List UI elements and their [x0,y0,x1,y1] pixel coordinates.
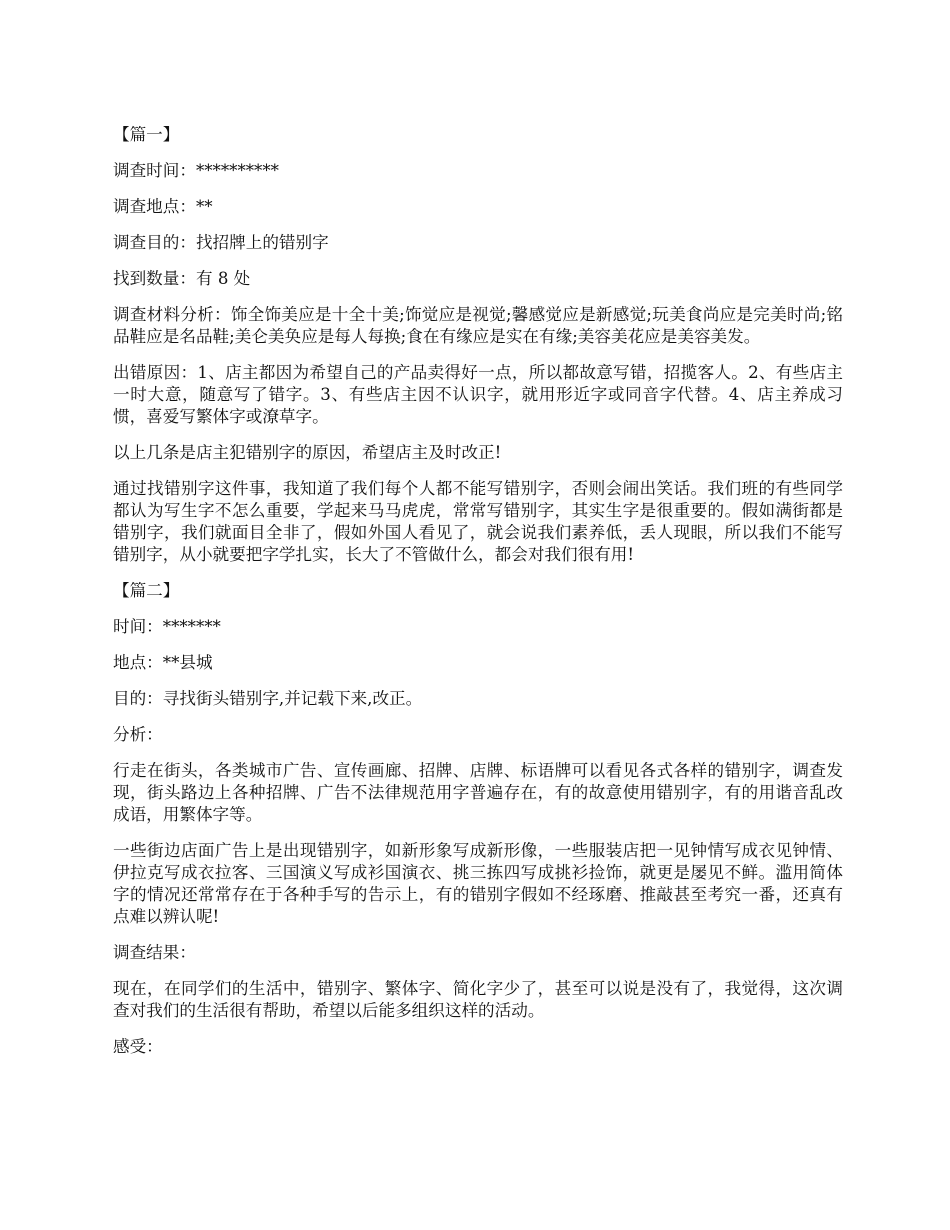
analysis-paragraph-2: 一些街边店面广告上是出现错别字，如新形象写成新形像，一些服装店把一见钟情写成衣见钟情、伊拉克写成衣拉客、三国演义写成衫国演衣、挑三拣四写成挑衫捡饰，就更是屡见不鲜。滥用简体字的情况还常常存在于各种手写的告示上，有的错别字假如不经琢磨、推敲甚至考究一番，还真有点难以辨认呢! [113,841,843,926]
results-label: 调查结果： [113,943,196,962]
location-line: 地点：**县城 [113,653,213,672]
survey-time: 调查时间：********** [113,161,279,180]
section-heading-1: 【篇一】 [113,125,180,144]
time-line: 时间：******* [113,617,221,636]
purpose-line: 目的：寻找街头错别字,并记载下来,改正。 [113,689,423,708]
analysis-label: 分析： [113,725,163,744]
document-body [113,124,843,1072]
analysis-paragraph-1: 行走在街头，各类城市广告、宣传画廊、招牌、店牌、标语牌可以看见各式各样的错别字，调查发现，街头路边上各种招牌、广告不法律规范用字普遍存在，有的故意使用错别字，有的用谐音乱改成语，用繁体字等。 [113,761,843,824]
error-reasons: 出错原因：1、店主都因为希望自己的产品卖得好一点，所以都故意写错，招揽客人。2、有些店主一时大意，随意写了错字。3、有些店主因不认识字，就用形近字或同音字代替。4、店主养成习惯，喜爱写繁体字或潦草字。 [113,363,843,426]
reflection-paragraph: 通过找错别字这件事，我知道了我们每个人都不能写错别字，否则会闹出笑话。我们班的有些同学都认为写生字不怎么重要，学起来马马虎虎，常常写错别字，其实生字是很重要的。假如满街都是错别字，我们就面目全非了，假如外国人看见了，就会说我们素养低，丢人现眼，所以我们不能写错别字，从小就要把字学扎实，长大了不管做什么，都会对我们很有用! [113,479,843,564]
survey-purpose: 调查目的：找招牌上的错别字 [113,233,329,252]
section-heading-2: 【篇二】 [113,581,180,600]
material-analysis: 调查材料分析：饰全饰美应是十全十美;饰觉应是视觉;馨感觉应是新感觉;玩美食尚应是完美时尚;铭品鞋应是名品鞋;美仑美奂应是每人每换;食在有缘应是实在有缘;美容美花应是美容美发。 [113,305,843,346]
survey-location: 调查地点：** [113,197,213,216]
found-count: 找到数量：有 8 处 [113,269,251,288]
reasons-summary: 以上几条是店主犯错别字的原因，希望店主及时改正! [113,443,502,462]
results-paragraph: 现在，在同学们的生活中，错别字、繁体字、简化字少了，甚至可以说是没有了，我觉得，这次调查对我们的生活很有帮助，希望以后能多组织这样的活动。 [113,979,843,1020]
feelings-label: 感受： [113,1037,163,1056]
